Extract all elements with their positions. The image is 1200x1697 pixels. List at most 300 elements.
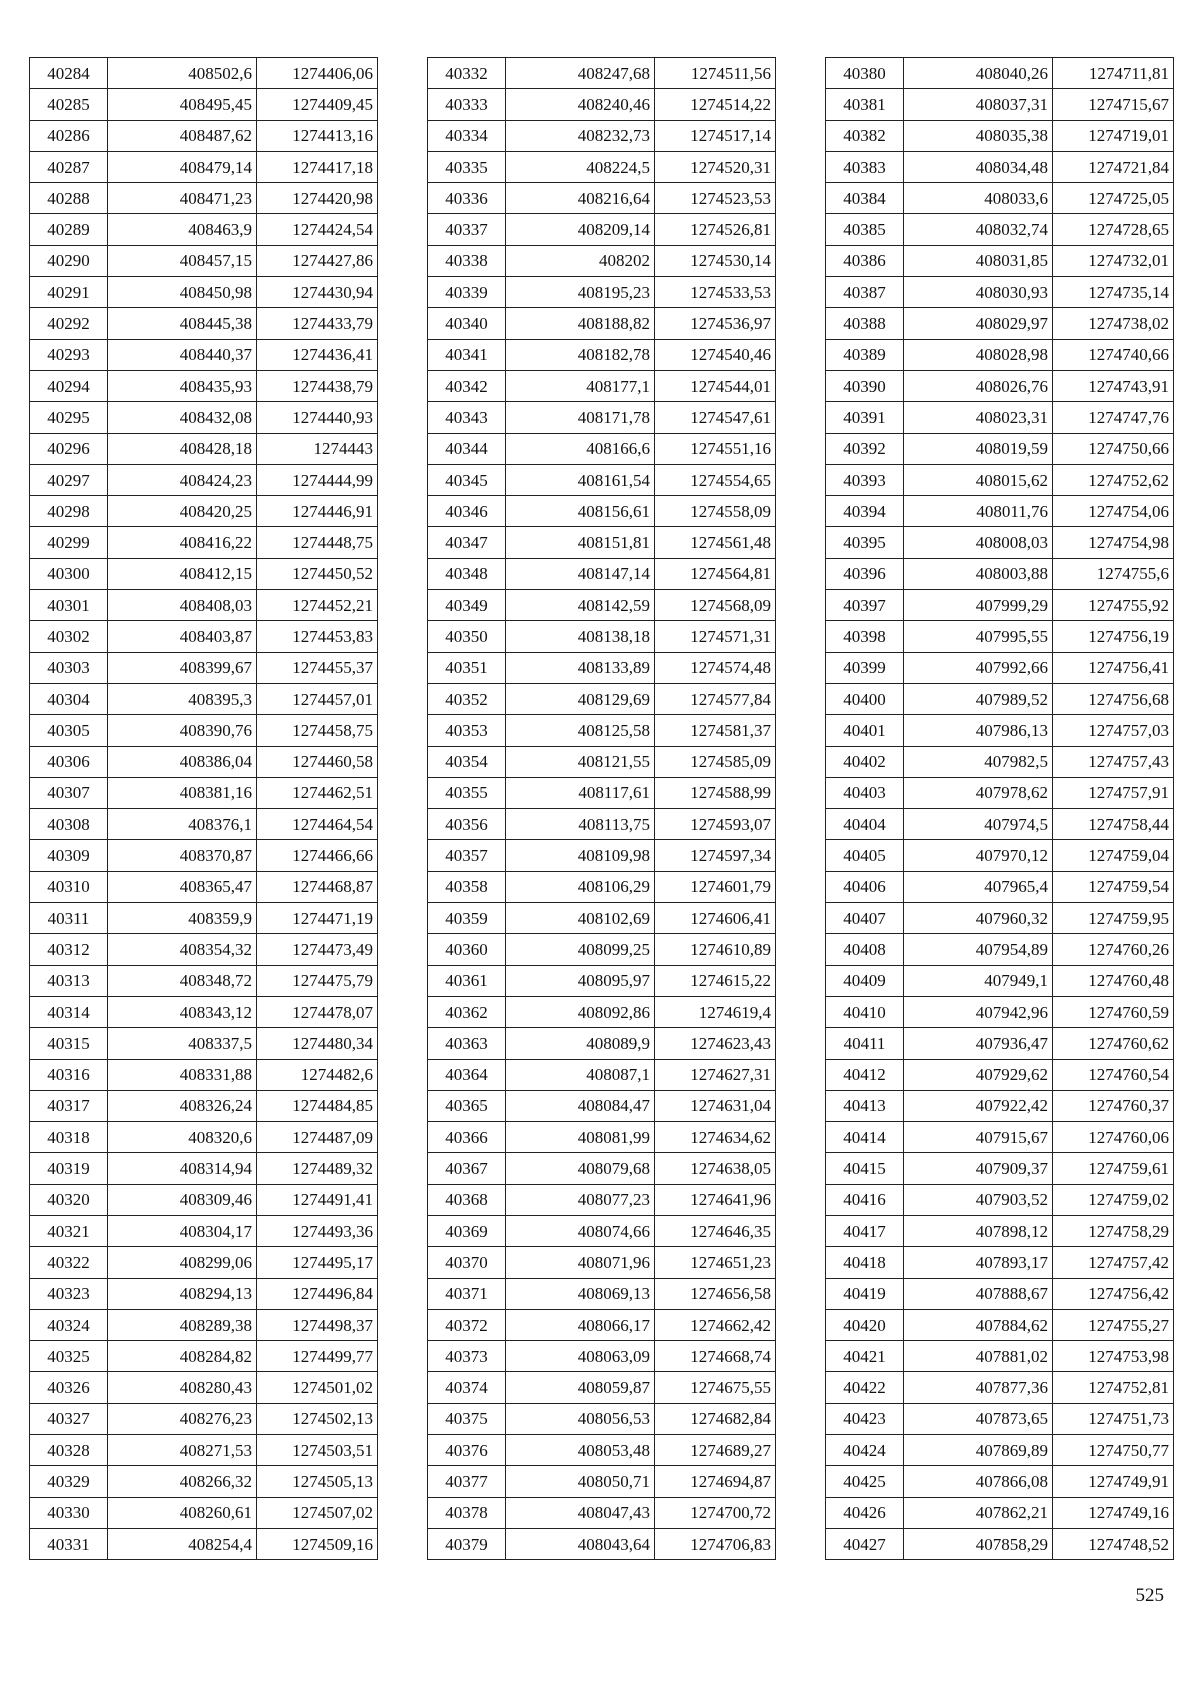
point-number-cell: 40327 — [30, 1403, 108, 1434]
x-coordinate-cell: 407949,1 — [904, 965, 1053, 996]
table-row — [428, 277, 776, 308]
table-row — [826, 1497, 1174, 1528]
x-coordinate-cell: 407922,42 — [904, 1090, 1053, 1121]
point-number-cell: 40310 — [30, 871, 108, 902]
x-coordinate-cell: 407992,66 — [904, 652, 1053, 683]
y-coordinate-cell: 1274738,02 — [1053, 308, 1174, 339]
y-coordinate-cell: 1274750,77 — [1053, 1435, 1174, 1466]
point-number-cell: 40379 — [428, 1528, 506, 1559]
point-number-cell: 40352 — [428, 683, 506, 714]
table-row — [826, 277, 1174, 308]
table-row — [428, 464, 776, 495]
y-coordinate-cell: 1274520,31 — [655, 151, 776, 182]
table-row — [826, 1184, 1174, 1215]
x-coordinate-cell: 408079,68 — [506, 1153, 655, 1184]
x-coordinate-cell: 408053,48 — [506, 1435, 655, 1466]
table-row — [30, 496, 378, 527]
point-number-cell: 40329 — [30, 1466, 108, 1497]
point-number-cell: 40390 — [826, 370, 904, 401]
table-row — [30, 402, 378, 433]
x-coordinate-cell: 408266,32 — [108, 1466, 257, 1497]
table-row — [30, 527, 378, 558]
x-coordinate-cell: 408284,82 — [108, 1341, 257, 1372]
point-number-cell: 40304 — [30, 683, 108, 714]
coordinate-table-body — [428, 58, 776, 1560]
y-coordinate-cell: 1274627,31 — [655, 1059, 776, 1090]
x-coordinate-cell: 408487,62 — [108, 120, 257, 151]
point-number-cell: 40411 — [826, 1028, 904, 1059]
point-number-cell: 40302 — [30, 621, 108, 652]
y-coordinate-cell: 1274760,54 — [1053, 1059, 1174, 1090]
table-row — [826, 965, 1174, 996]
table-row — [428, 308, 776, 339]
table-row — [30, 433, 378, 464]
table-row — [428, 1403, 776, 1434]
table-row — [30, 120, 378, 151]
point-number-cell: 40375 — [428, 1403, 506, 1434]
point-number-cell: 40381 — [826, 89, 904, 120]
x-coordinate-cell: 408386,04 — [108, 746, 257, 777]
point-number-cell: 40287 — [30, 151, 108, 182]
y-coordinate-cell: 1274489,32 — [257, 1153, 378, 1184]
point-number-cell: 40395 — [826, 527, 904, 558]
y-coordinate-cell: 1274493,36 — [257, 1215, 378, 1246]
table-row — [428, 777, 776, 808]
x-coordinate-cell: 408428,18 — [108, 433, 257, 464]
table-row — [428, 1122, 776, 1153]
x-coordinate-cell: 408071,96 — [506, 1247, 655, 1278]
y-coordinate-cell: 1274453,83 — [257, 621, 378, 652]
x-coordinate-cell: 407954,89 — [904, 934, 1053, 965]
y-coordinate-cell: 1274760,48 — [1053, 965, 1174, 996]
y-coordinate-cell: 1274754,98 — [1053, 527, 1174, 558]
point-number-cell: 40332 — [428, 58, 506, 89]
x-coordinate-cell: 408084,47 — [506, 1090, 655, 1121]
point-number-cell: 40344 — [428, 433, 506, 464]
point-number-cell: 40355 — [428, 777, 506, 808]
point-number-cell: 40340 — [428, 308, 506, 339]
point-number-cell: 40354 — [428, 746, 506, 777]
table-row — [826, 1372, 1174, 1403]
y-coordinate-cell: 1274755,27 — [1053, 1309, 1174, 1340]
y-coordinate-cell: 1274448,75 — [257, 527, 378, 558]
x-coordinate-cell: 408247,68 — [506, 58, 655, 89]
point-number-cell: 40309 — [30, 840, 108, 871]
point-number-cell: 40294 — [30, 370, 108, 401]
x-coordinate-cell: 408081,99 — [506, 1122, 655, 1153]
table-row — [30, 1497, 378, 1528]
x-coordinate-cell: 408343,12 — [108, 996, 257, 1027]
y-coordinate-cell: 1274749,16 — [1053, 1497, 1174, 1528]
x-coordinate-cell: 408095,97 — [506, 965, 655, 996]
point-number-cell: 40331 — [30, 1528, 108, 1559]
point-number-cell: 40346 — [428, 496, 506, 527]
x-coordinate-cell: 408209,14 — [506, 214, 655, 245]
table-row — [30, 715, 378, 746]
x-coordinate-cell: 408280,43 — [108, 1372, 257, 1403]
x-coordinate-cell: 408424,23 — [108, 464, 257, 495]
table-row — [826, 1090, 1174, 1121]
point-number-cell: 40285 — [30, 89, 108, 120]
point-number-cell: 40398 — [826, 621, 904, 652]
y-coordinate-cell: 1274646,35 — [655, 1215, 776, 1246]
y-coordinate-cell: 1274480,34 — [257, 1028, 378, 1059]
table-row — [826, 151, 1174, 182]
point-number-cell: 40417 — [826, 1215, 904, 1246]
y-coordinate-cell: 1274593,07 — [655, 809, 776, 840]
y-coordinate-cell: 1274756,68 — [1053, 683, 1174, 714]
point-number-cell: 40389 — [826, 339, 904, 370]
x-coordinate-cell: 407995,55 — [904, 621, 1053, 652]
point-number-cell: 40425 — [826, 1466, 904, 1497]
point-number-cell: 40325 — [30, 1341, 108, 1372]
table-row — [30, 89, 378, 120]
point-number-cell: 40376 — [428, 1435, 506, 1466]
y-coordinate-cell: 1274462,51 — [257, 777, 378, 808]
table-row — [30, 965, 378, 996]
point-number-cell: 40362 — [428, 996, 506, 1027]
table-row — [428, 1372, 776, 1403]
x-coordinate-cell: 408440,37 — [108, 339, 257, 370]
x-coordinate-cell: 407898,12 — [904, 1215, 1053, 1246]
x-coordinate-cell: 407960,32 — [904, 903, 1053, 934]
x-coordinate-cell: 408182,78 — [506, 339, 655, 370]
y-coordinate-cell: 1274420,98 — [257, 183, 378, 214]
table-row — [30, 58, 378, 89]
table-row — [826, 746, 1174, 777]
table-row — [826, 621, 1174, 652]
table-row — [428, 1028, 776, 1059]
point-number-cell: 40316 — [30, 1059, 108, 1090]
y-coordinate-cell: 1274606,41 — [655, 903, 776, 934]
point-number-cell: 40347 — [428, 527, 506, 558]
point-number-cell: 40303 — [30, 652, 108, 683]
table-row — [428, 903, 776, 934]
table-row — [428, 1278, 776, 1309]
x-coordinate-cell: 408087,1 — [506, 1059, 655, 1090]
point-number-cell: 40364 — [428, 1059, 506, 1090]
x-coordinate-cell: 408166,6 — [506, 433, 655, 464]
point-number-cell: 40288 — [30, 183, 108, 214]
x-coordinate-cell: 408156,61 — [506, 496, 655, 527]
point-number-cell: 40421 — [826, 1341, 904, 1372]
x-coordinate-cell: 407936,47 — [904, 1028, 1053, 1059]
point-number-cell: 40366 — [428, 1122, 506, 1153]
point-number-cell: 40405 — [826, 840, 904, 871]
y-coordinate-cell: 1274468,87 — [257, 871, 378, 902]
y-coordinate-cell: 1274495,17 — [257, 1247, 378, 1278]
y-coordinate-cell: 1274443 — [257, 433, 378, 464]
point-number-cell: 40313 — [30, 965, 108, 996]
x-coordinate-cell: 408348,72 — [108, 965, 257, 996]
point-number-cell: 40382 — [826, 120, 904, 151]
x-coordinate-cell: 408254,4 — [108, 1528, 257, 1559]
y-coordinate-cell: 1274540,46 — [655, 339, 776, 370]
x-coordinate-cell: 408495,45 — [108, 89, 257, 120]
y-coordinate-cell: 1274450,52 — [257, 558, 378, 589]
x-coordinate-cell: 408502,6 — [108, 58, 257, 89]
table-row — [428, 871, 776, 902]
table-row — [428, 621, 776, 652]
x-coordinate-cell: 408121,55 — [506, 746, 655, 777]
x-coordinate-cell: 408171,78 — [506, 402, 655, 433]
point-number-cell: 40370 — [428, 1247, 506, 1278]
x-coordinate-cell: 407942,96 — [904, 996, 1053, 1027]
point-number-cell: 40420 — [826, 1309, 904, 1340]
point-number-cell: 40334 — [428, 120, 506, 151]
x-coordinate-cell: 408133,89 — [506, 652, 655, 683]
point-number-cell: 40386 — [826, 245, 904, 276]
x-coordinate-cell: 407888,67 — [904, 1278, 1053, 1309]
x-coordinate-cell: 408365,47 — [108, 871, 257, 902]
table-row — [30, 214, 378, 245]
x-coordinate-cell: 408077,23 — [506, 1184, 655, 1215]
point-number-cell: 40380 — [826, 58, 904, 89]
table-row — [826, 89, 1174, 120]
table-row — [428, 151, 776, 182]
y-coordinate-cell: 1274689,27 — [655, 1435, 776, 1466]
x-coordinate-cell: 408040,26 — [904, 58, 1053, 89]
point-number-cell: 40385 — [826, 214, 904, 245]
y-coordinate-cell: 1274757,43 — [1053, 746, 1174, 777]
y-coordinate-cell: 1274757,03 — [1053, 715, 1174, 746]
point-number-cell: 40422 — [826, 1372, 904, 1403]
point-number-cell: 40416 — [826, 1184, 904, 1215]
table-row — [30, 339, 378, 370]
x-coordinate-cell: 408399,67 — [108, 652, 257, 683]
point-number-cell: 40336 — [428, 183, 506, 214]
x-coordinate-cell: 408289,38 — [108, 1309, 257, 1340]
x-coordinate-cell: 408471,23 — [108, 183, 257, 214]
table-row — [30, 1278, 378, 1309]
y-coordinate-cell: 1274526,81 — [655, 214, 776, 245]
y-coordinate-cell: 1274751,73 — [1053, 1403, 1174, 1434]
x-coordinate-cell: 407877,36 — [904, 1372, 1053, 1403]
x-coordinate-cell: 408435,93 — [108, 370, 257, 401]
x-coordinate-cell: 408376,1 — [108, 809, 257, 840]
table-row — [30, 1184, 378, 1215]
table-row — [428, 402, 776, 433]
x-coordinate-cell: 408029,97 — [904, 308, 1053, 339]
y-coordinate-cell: 1274752,81 — [1053, 1372, 1174, 1403]
x-coordinate-cell: 408125,58 — [506, 715, 655, 746]
point-number-cell: 40374 — [428, 1372, 506, 1403]
y-coordinate-cell: 1274484,85 — [257, 1090, 378, 1121]
x-coordinate-cell: 407873,65 — [904, 1403, 1053, 1434]
point-number-cell: 40343 — [428, 402, 506, 433]
point-number-cell: 40401 — [826, 715, 904, 746]
table-row — [826, 1122, 1174, 1153]
x-coordinate-cell: 408069,13 — [506, 1278, 655, 1309]
table-row — [826, 715, 1174, 746]
table-row — [826, 183, 1174, 214]
point-number-cell: 40353 — [428, 715, 506, 746]
point-number-cell: 40426 — [826, 1497, 904, 1528]
y-coordinate-cell: 1274588,99 — [655, 777, 776, 808]
point-number-cell: 40365 — [428, 1090, 506, 1121]
point-number-cell: 40319 — [30, 1153, 108, 1184]
x-coordinate-cell: 408032,74 — [904, 214, 1053, 245]
table-row — [826, 840, 1174, 871]
y-coordinate-cell: 1274406,06 — [257, 58, 378, 89]
point-number-cell: 40418 — [826, 1247, 904, 1278]
x-coordinate-cell: 407866,08 — [904, 1466, 1053, 1497]
table-row — [428, 590, 776, 621]
x-coordinate-cell: 408092,86 — [506, 996, 655, 1027]
y-coordinate-cell: 1274487,09 — [257, 1122, 378, 1153]
x-coordinate-cell: 408403,87 — [108, 621, 257, 652]
table-row — [826, 871, 1174, 902]
point-number-cell: 40387 — [826, 277, 904, 308]
table-row — [428, 339, 776, 370]
x-coordinate-cell: 408026,76 — [904, 370, 1053, 401]
point-number-cell: 40337 — [428, 214, 506, 245]
table-row — [428, 558, 776, 589]
table-row — [30, 903, 378, 934]
point-number-cell: 40295 — [30, 402, 108, 433]
point-number-cell: 40409 — [826, 965, 904, 996]
y-coordinate-cell: 1274634,62 — [655, 1122, 776, 1153]
table-row — [30, 308, 378, 339]
y-coordinate-cell: 1274760,62 — [1053, 1028, 1174, 1059]
table-row — [30, 1309, 378, 1340]
x-coordinate-cell: 408260,61 — [108, 1497, 257, 1528]
x-coordinate-cell: 408457,15 — [108, 245, 257, 276]
y-coordinate-cell: 1274754,06 — [1053, 496, 1174, 527]
x-coordinate-cell: 408370,87 — [108, 840, 257, 871]
table-row — [428, 746, 776, 777]
x-coordinate-cell: 407978,62 — [904, 777, 1053, 808]
x-coordinate-cell: 408314,94 — [108, 1153, 257, 1184]
y-coordinate-cell: 1274585,09 — [655, 746, 776, 777]
y-coordinate-cell: 1274728,65 — [1053, 214, 1174, 245]
x-coordinate-cell: 408106,29 — [506, 871, 655, 902]
y-coordinate-cell: 1274743,91 — [1053, 370, 1174, 401]
point-number-cell: 40338 — [428, 245, 506, 276]
table-row — [428, 1309, 776, 1340]
x-coordinate-cell: 408304,17 — [108, 1215, 257, 1246]
y-coordinate-cell: 1274675,55 — [655, 1372, 776, 1403]
table-row — [428, 715, 776, 746]
y-coordinate-cell: 1274440,93 — [257, 402, 378, 433]
y-coordinate-cell: 1274757,42 — [1053, 1247, 1174, 1278]
x-coordinate-cell: 407884,62 — [904, 1309, 1053, 1340]
x-coordinate-cell: 408354,32 — [108, 934, 257, 965]
x-coordinate-cell: 408035,38 — [904, 120, 1053, 151]
y-coordinate-cell: 1274502,13 — [257, 1403, 378, 1434]
x-coordinate-cell: 408047,43 — [506, 1497, 655, 1528]
y-coordinate-cell: 1274436,41 — [257, 339, 378, 370]
x-coordinate-cell: 407982,5 — [904, 746, 1053, 777]
y-coordinate-cell: 1274457,01 — [257, 683, 378, 714]
point-number-cell: 40403 — [826, 777, 904, 808]
y-coordinate-cell: 1274631,04 — [655, 1090, 776, 1121]
y-coordinate-cell: 1274760,06 — [1053, 1122, 1174, 1153]
x-coordinate-cell: 408142,59 — [506, 590, 655, 621]
table-row — [30, 1028, 378, 1059]
y-coordinate-cell: 1274499,77 — [257, 1341, 378, 1372]
y-coordinate-cell: 1274759,04 — [1053, 840, 1174, 871]
x-coordinate-cell: 407989,52 — [904, 683, 1053, 714]
point-number-cell: 40324 — [30, 1309, 108, 1340]
point-number-cell: 40345 — [428, 464, 506, 495]
table-row — [428, 527, 776, 558]
table-row — [30, 1122, 378, 1153]
x-coordinate-cell: 408416,22 — [108, 527, 257, 558]
table-row — [826, 1309, 1174, 1340]
point-number-cell: 40377 — [428, 1466, 506, 1497]
x-coordinate-cell: 407893,17 — [904, 1247, 1053, 1278]
point-number-cell: 40391 — [826, 402, 904, 433]
point-number-cell: 40361 — [428, 965, 506, 996]
table-row — [428, 934, 776, 965]
y-coordinate-cell: 1274427,86 — [257, 245, 378, 276]
y-coordinate-cell: 1274597,34 — [655, 840, 776, 871]
point-number-cell: 40333 — [428, 89, 506, 120]
table-row — [30, 1153, 378, 1184]
point-number-cell: 40402 — [826, 746, 904, 777]
y-coordinate-cell: 1274725,05 — [1053, 183, 1174, 214]
table-row — [30, 1466, 378, 1497]
table-row — [826, 1028, 1174, 1059]
x-coordinate-cell: 408066,17 — [506, 1309, 655, 1340]
x-coordinate-cell: 408326,24 — [108, 1090, 257, 1121]
table-row — [30, 277, 378, 308]
x-coordinate-cell: 407915,67 — [904, 1122, 1053, 1153]
point-number-cell: 40363 — [428, 1028, 506, 1059]
x-coordinate-cell: 408188,82 — [506, 308, 655, 339]
y-coordinate-cell: 1274758,44 — [1053, 809, 1174, 840]
y-coordinate-cell: 1274756,42 — [1053, 1278, 1174, 1309]
table-row — [826, 1435, 1174, 1466]
table-row — [826, 1059, 1174, 1090]
point-number-cell: 40358 — [428, 871, 506, 902]
y-coordinate-cell: 1274610,89 — [655, 934, 776, 965]
y-coordinate-cell: 1274748,52 — [1053, 1528, 1174, 1559]
y-coordinate-cell: 1274491,41 — [257, 1184, 378, 1215]
table-row — [826, 464, 1174, 495]
table-row — [30, 1059, 378, 1090]
point-number-cell: 40342 — [428, 370, 506, 401]
table-row — [826, 1466, 1174, 1497]
y-coordinate-cell: 1274413,16 — [257, 120, 378, 151]
y-coordinate-cell: 1274753,98 — [1053, 1341, 1174, 1372]
x-coordinate-cell: 408031,85 — [904, 245, 1053, 276]
point-number-cell: 40335 — [428, 151, 506, 182]
y-coordinate-cell: 1274530,14 — [655, 245, 776, 276]
point-number-cell: 40339 — [428, 277, 506, 308]
y-coordinate-cell: 1274433,79 — [257, 308, 378, 339]
x-coordinate-cell: 408420,25 — [108, 496, 257, 527]
coordinate-table-2 — [427, 57, 776, 1560]
y-coordinate-cell: 1274547,61 — [655, 402, 776, 433]
table-row — [428, 996, 776, 1027]
table-row — [826, 558, 1174, 589]
y-coordinate-cell: 1274568,09 — [655, 590, 776, 621]
table-row — [826, 683, 1174, 714]
point-number-cell: 40300 — [30, 558, 108, 589]
point-number-cell: 40368 — [428, 1184, 506, 1215]
table-row — [30, 621, 378, 652]
y-coordinate-cell: 1274601,79 — [655, 871, 776, 902]
y-coordinate-cell: 1274446,91 — [257, 496, 378, 527]
x-coordinate-cell: 408161,54 — [506, 464, 655, 495]
point-number-cell: 40407 — [826, 903, 904, 934]
table-row — [30, 464, 378, 495]
table-row — [30, 183, 378, 214]
y-coordinate-cell: 1274721,84 — [1053, 151, 1174, 182]
table-row — [428, 245, 776, 276]
